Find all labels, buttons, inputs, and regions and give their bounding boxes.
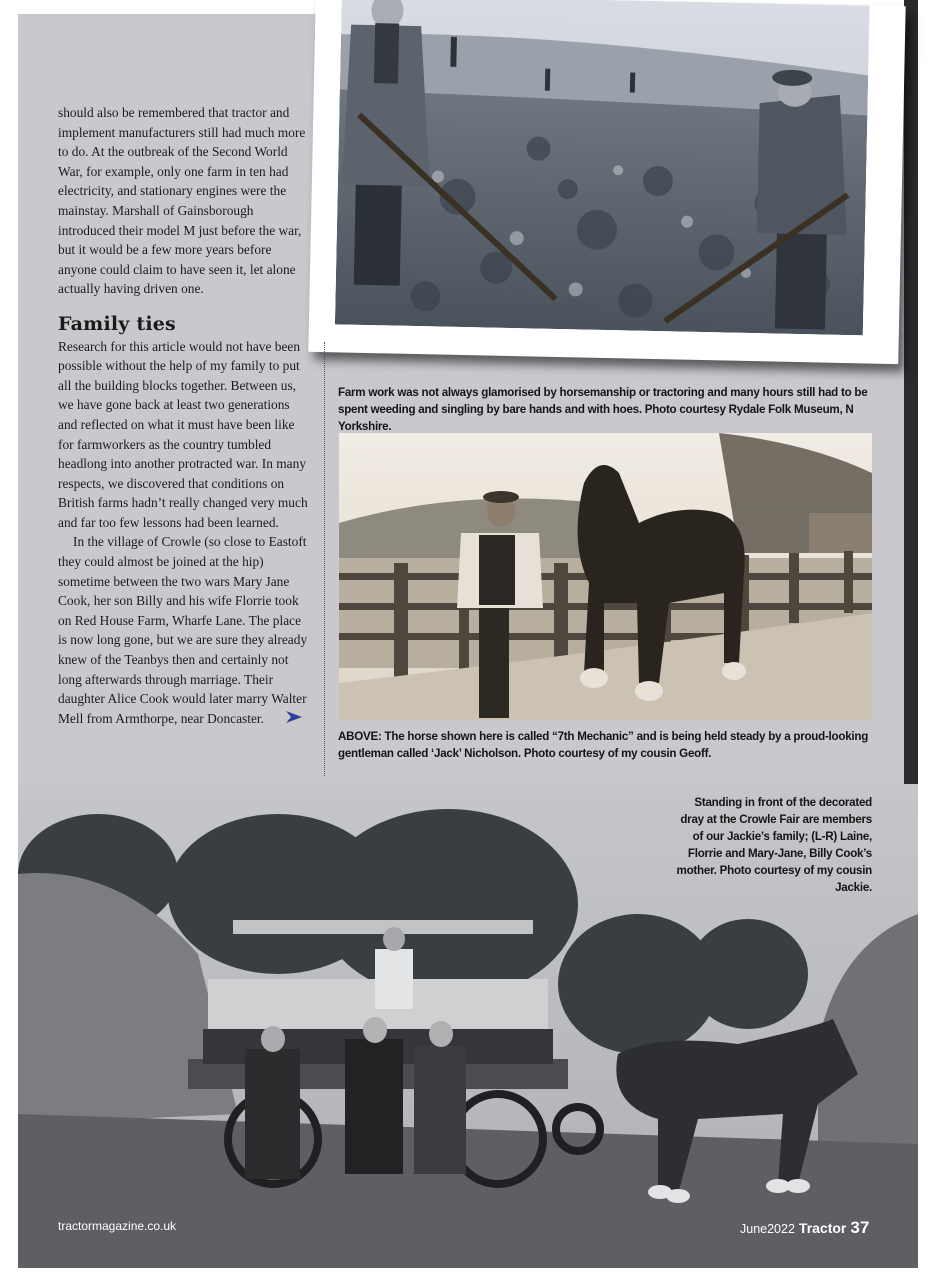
- article-paragraph: [58, 532, 310, 729]
- top-photo-caption: Farm work was not always glamorised by horsemanship or tractoring and many hours still had to be spent weeding and singling by bare hands and with hoes. Photo courtesy Rydale Folk Museum, N Yorkshire.: [338, 386, 868, 433]
- page-folio: [740, 1218, 869, 1238]
- magazine-name: Tractor: [798, 1220, 847, 1236]
- top-photo-frame: [308, 0, 905, 364]
- issue-date: June2022: [740, 1222, 795, 1236]
- section-heading: Family ties: [58, 312, 176, 335]
- horse-photo: [339, 433, 872, 720]
- article-paragraph: should also be remembered that tractor and implement manufacturers still had much more to do. At the outbreak of the Second World War, for example, only one farm in ten had electricity, and stationary engines were the mainstay. Marshall of Gainsborough introduced their model M just before the war, but it would be a few more years before anyone could claim to have seen it, let alone actually having driven one.: [58, 105, 306, 297]
- page-number: 37: [850, 1218, 870, 1237]
- column-divider: [324, 342, 325, 776]
- article-column: [58, 103, 310, 730]
- article-paragraph: Research for this article would not have been possible without the help of my family to put all the building blocks together. Between us, we have gone back at least two generations and reflected on what it must have been like for farmworkers as the country tumbled headlong into another protracted war. In many respects, we discovered that conditions on British farms hadn’t really changed very much and far too few lessons had been learned.: [58, 338, 308, 530]
- horse-photo-caption: ABOVE: The horse shown here is called “7th Mechanic” and is being held steady by a proud-looking gentleman called ‘Jack’ Nicholson. Photo courtesy of my cousin Geoff.: [338, 730, 869, 760]
- website-footer: tractormagazine.co.uk: [58, 1219, 177, 1233]
- fair-photo-caption: Standing in front of the decorated dray at the Crowle Fair are members of our Jackie’s family; (L-R) Laine, Florrie and Mary-Jane, Billy Cook’s mother. Photo courtesy of my cousin Jackie.: [676, 796, 872, 894]
- article-paragraph-text: In the village of Crowle (so close to Eastoft they could almost be joined at the hip) sometime between the two wars Mary Jane Cook, her son Billy and his wife Florrie took on Red House Farm, Wharfe Lane. The place is now long gone, but we are sure they already knew of the Teanbys then and certainly not long afterwards through marriage. Their daughter Alice Cook would later marry Walter Mell from Armthorpe, near Doncaster.: [58, 534, 308, 726]
- hoeing-photo: [335, 0, 870, 335]
- arrow-right-icon: [270, 710, 303, 730]
